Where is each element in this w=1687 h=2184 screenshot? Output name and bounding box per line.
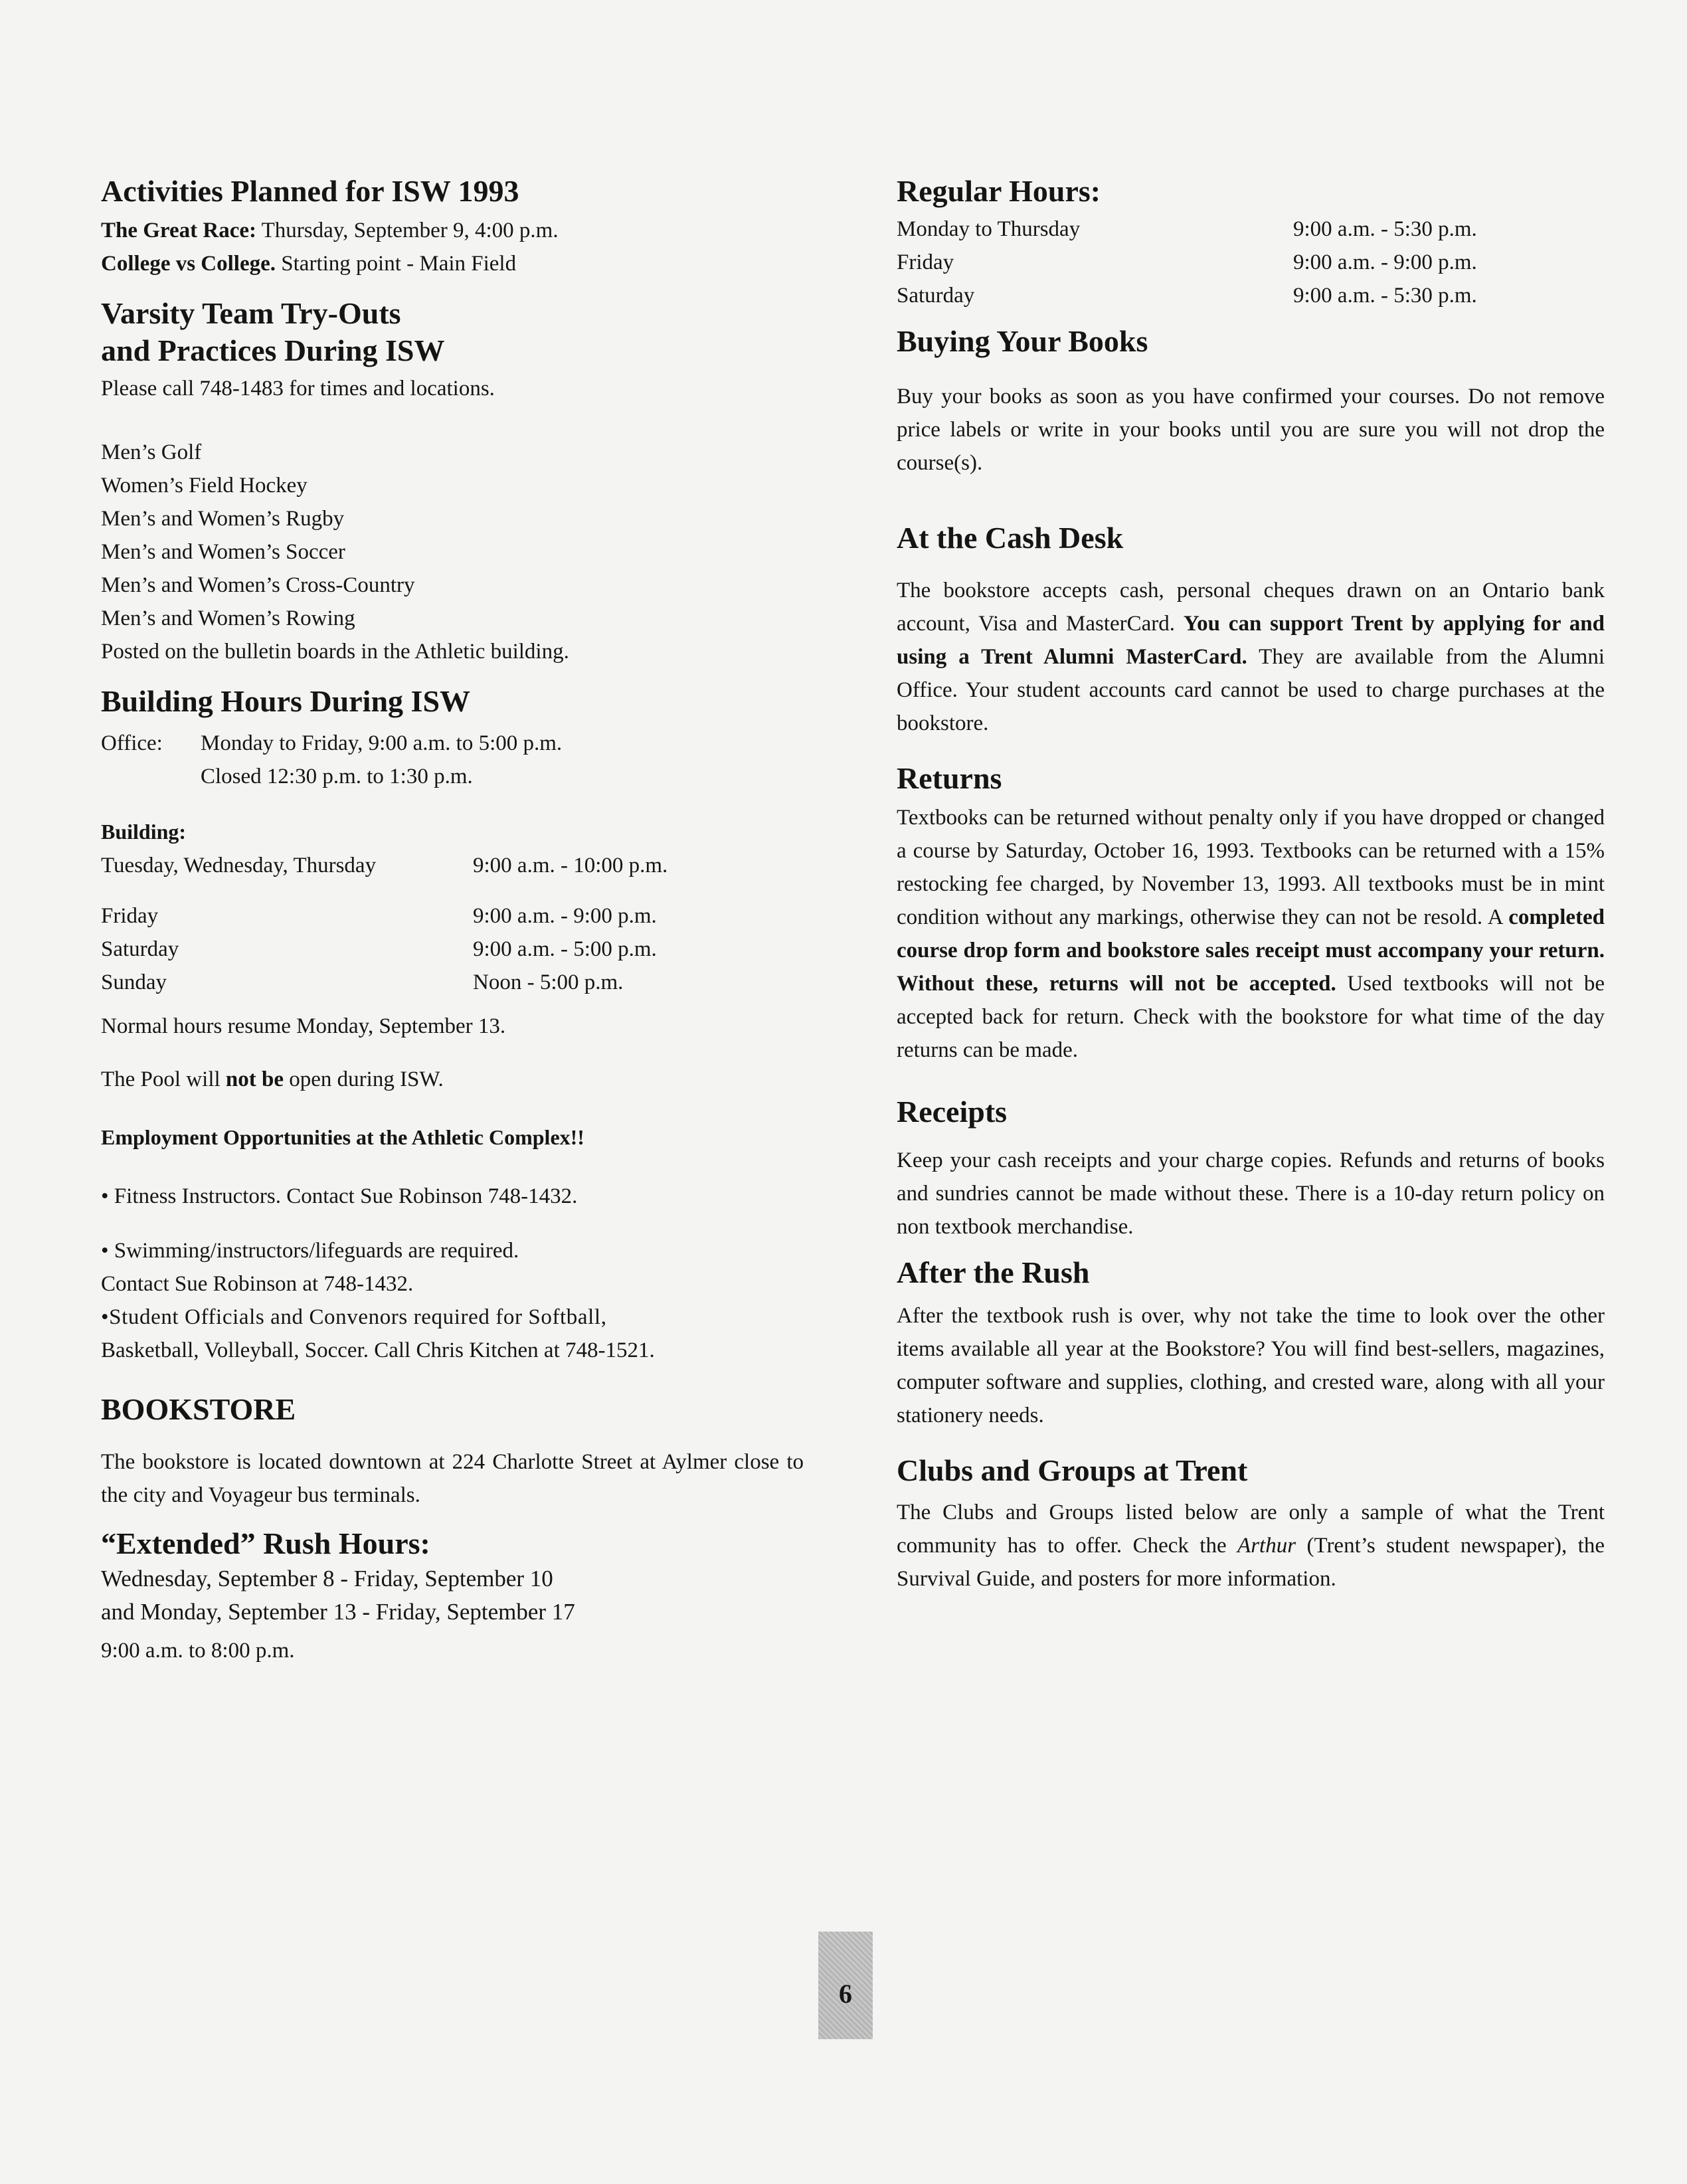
office-line2: Closed 12:30 p.m. to 1:30 p.m. — [201, 765, 473, 788]
team-item: Men’s and Women’s Cross-Country — [101, 573, 415, 597]
regular-hours-section — [897, 173, 1605, 312]
page-number: 6 — [839, 1979, 852, 2009]
varsity-section — [101, 295, 804, 668]
rush-line: and Monday, September 13 - Friday, September 17 — [101, 1599, 575, 1625]
employment-section — [101, 1123, 804, 1367]
regular-days: Saturday — [897, 284, 975, 308]
clubs-text: The Clubs and Groups listed below are only a sample of what the Trent community has to offer. Check the Arthur (Trent’s student newspaper), the Survival Guide, and posters for more information. — [897, 1501, 1605, 1591]
regular-time: 9:00 a.m. - 5:30 p.m. — [1293, 284, 1477, 308]
after-rush-heading: After the Rush — [897, 1255, 1090, 1289]
team-list — [101, 436, 804, 635]
rush-section — [101, 1525, 804, 1667]
hours-row — [101, 966, 804, 999]
regular-time: 9:00 a.m. - 5:30 p.m. — [1293, 217, 1477, 241]
hours-time: 9:00 a.m. - 9:00 p.m. — [473, 904, 657, 928]
hours-row — [101, 933, 804, 966]
employment-item: • Fitness Instructors. Contact Sue Robinson 748-1432. — [101, 1184, 578, 1208]
hours-days: Saturday — [101, 937, 179, 961]
college-line — [101, 247, 804, 280]
right-column — [897, 173, 1605, 1595]
hours-time: 9:00 a.m. - 10:00 p.m. — [473, 854, 668, 877]
regular-hours-row — [897, 213, 1605, 246]
page-number-box — [818, 1932, 873, 2039]
building-hours-table — [101, 849, 804, 999]
varsity-heading-line1: Varsity Team Try-Outs — [101, 296, 401, 330]
building-hours-section — [101, 683, 804, 1096]
buying-text: Buy your books as soon as you have confirmed your courses. Do not remove price labels or write in your books until you are sure you will not drop the course(s). — [897, 385, 1605, 475]
employment-contact: Contact Sue Robinson at 748-1432. — [101, 1272, 414, 1296]
office-line1: Monday to Friday, 9:00 a.m. to 5:00 p.m. — [201, 731, 563, 755]
left-column — [101, 173, 804, 1667]
after-rush-section — [897, 1254, 1605, 1432]
employment-item-cont: Basketball, Volleyball, Soccer. Call Chris Kitchen at 748-1521. — [101, 1338, 655, 1362]
team-item: Men’s Golf — [101, 440, 202, 464]
rush-line: Wednesday, September 8 - Friday, September 10 — [101, 1566, 553, 1592]
pool-not-be: not be — [225, 1067, 284, 1091]
cash-desk-bold: You can support Trent by applying for and using a Trent Alumni MasterCard. — [897, 612, 1605, 669]
office-hours — [101, 727, 804, 760]
cash-desk-text: The bookstore accepts cash, personal cheques drawn on an Ontario bank account, Visa and MasterCard. You can support Trent by applying for and using a Trent Alumni MasterCard. They are available from the Alumni Office. Your student accounts card cannot be used to charge purchases at the bookstore. — [897, 579, 1605, 735]
great-race-line — [101, 214, 804, 247]
team-item: Men’s and Women’s Soccer — [101, 540, 345, 564]
rush-heading: “Extended” Rush Hours: — [101, 1526, 430, 1560]
hours-days: Sunday — [101, 970, 167, 994]
team-item: Women’s Field Hockey — [101, 474, 308, 498]
varsity-posted: Posted on the bulletin boards in the Athletic building. — [101, 640, 569, 664]
employment-heading: Employment Opportunities at the Athletic Complex!! — [101, 1125, 584, 1149]
receipts-section — [897, 1093, 1605, 1243]
building-label: Building: — [101, 820, 187, 844]
buying-section — [897, 323, 1605, 480]
regular-days: Friday — [897, 250, 954, 274]
hours-resume: Normal hours resume Monday, September 13. — [101, 1014, 506, 1038]
hours-time: 9:00 a.m. - 5:00 p.m. — [473, 937, 657, 961]
regular-days: Monday to Thursday — [897, 217, 1081, 241]
great-race-label: The Great Race: — [101, 219, 256, 242]
rush-time: 9:00 a.m. to 8:00 p.m. — [101, 1639, 295, 1663]
after-rush-text: After the textbook rush is over, why not take the time to look over the other items available all year at the Bookstore? You will find best-sellers, magazines, computer software and supplies, clothing, and crested ware, along with all your stationery needs. — [897, 1304, 1605, 1427]
great-race-text: Thursday, September 9, 4:00 p.m. — [256, 219, 559, 242]
bookstore-location: The bookstore is located downtown at 224 Charlotte Street at Aylmer close to the city and Voyageur bus terminals. — [101, 1450, 804, 1507]
receipts-heading: Receipts — [897, 1095, 1008, 1129]
clubs-heading: Clubs and Groups at Trent — [897, 1453, 1248, 1487]
college-label: College vs College. — [101, 252, 276, 276]
bookstore-section — [101, 1391, 804, 1512]
hours-time: Noon - 5:00 p.m. — [473, 970, 624, 994]
buying-heading: Buying Your Books — [897, 324, 1148, 358]
arthur-title: Arthur — [1237, 1534, 1296, 1558]
office-hours-2 — [101, 760, 804, 793]
cash-desk-section — [897, 519, 1605, 740]
employment-item: • Swimming/instructors/lifeguards are required. — [101, 1239, 519, 1263]
hours-days: Friday — [101, 904, 159, 928]
regular-hours-row — [897, 279, 1605, 312]
hours-row — [101, 899, 804, 933]
regular-hours-heading: Regular Hours: — [897, 174, 1101, 208]
pool-note: The Pool will not be open during ISW. — [101, 1067, 444, 1091]
college-text: Starting point - Main Field — [276, 252, 517, 276]
activities-section — [101, 173, 804, 280]
activities-heading: Activities Planned for ISW 1993 — [101, 174, 519, 208]
regular-time: 9:00 a.m. - 9:00 p.m. — [1293, 250, 1477, 274]
hours-days: Tuesday, Wednesday, Thursday — [101, 854, 377, 877]
regular-hours-row — [897, 246, 1605, 279]
cash-desk-heading: At the Cash Desk — [897, 521, 1124, 555]
returns-heading: Returns — [897, 761, 1002, 795]
receipts-text: Keep your cash receipts and your charge copies. Refunds and returns of books and sundries cannot be made without these. There is a 10-day return policy on non textbook merchandise. — [897, 1148, 1605, 1239]
clubs-section — [897, 1452, 1605, 1595]
building-hours-heading: Building Hours During ISW — [101, 684, 471, 718]
returns-text: Textbooks can be returned without penalty only if you have dropped or changed a course by Saturday, October 16, 1993. Textbooks can be returned with a 15% restocking fee charged, by November 13, 1993. All textbooks must be in mint condition without any markings, otherwise they can not be resold. A completed course drop form and bookstore sales receipt must accompany your return. Without these, returns will not be accepted. Used textbooks will not be accepted back for return. Check with the bookstore for what time of the day returns can be made. — [897, 806, 1605, 1062]
bookstore-heading: BOOKSTORE — [101, 1392, 296, 1426]
team-item: Men’s and Women’s Rugby — [101, 507, 345, 531]
team-item: Men’s and Women’s Rowing — [101, 606, 355, 630]
returns-section — [897, 760, 1605, 1067]
employment-item: •Student Officials and Convenors required for Softball, — [101, 1305, 607, 1329]
varsity-heading-line2: and Practices During ISW — [101, 333, 445, 367]
hours-row — [101, 849, 804, 882]
varsity-call: Please call 748-1483 for times and locations. — [101, 377, 495, 401]
office-label: Office: — [101, 731, 163, 755]
returns-bold: completed course drop form and bookstore sales receipt must accompany your return. Without these, returns will not be accepted. — [897, 905, 1605, 996]
